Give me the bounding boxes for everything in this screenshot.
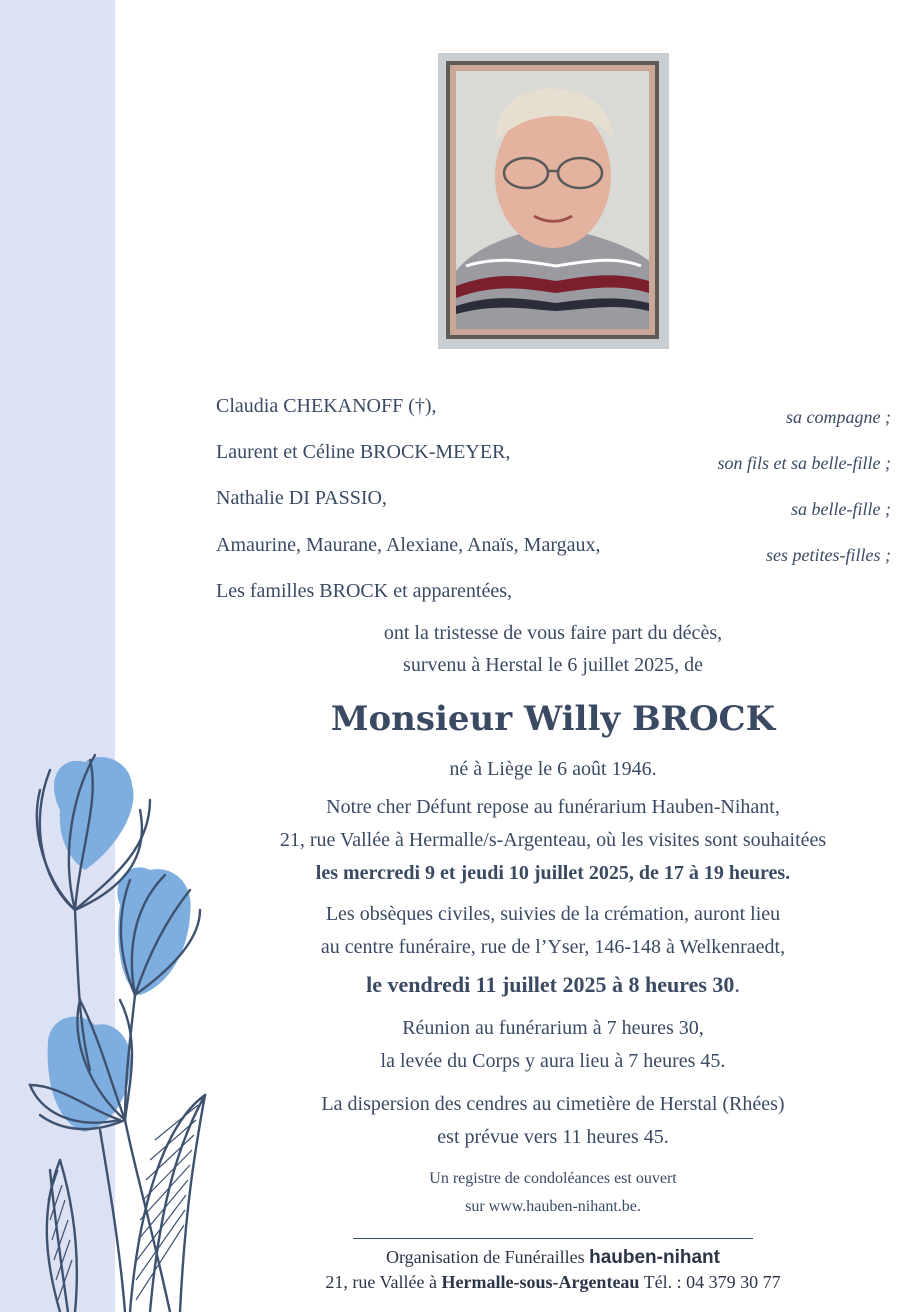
- register-line: Un registre de condoléances est ouvert: [429, 1170, 677, 1187]
- family-member-name: Les familles BROCK et apparentées,: [216, 580, 513, 602]
- family-relation: ses petites-filles ;: [766, 545, 891, 565]
- funeral-line: au centre funéraire, rue de l’Yser, 146-148 à Welkenraedt,: [320, 936, 786, 958]
- funeral-date-suffix: .: [734, 972, 740, 997]
- tulip-illustration-icon: [0, 740, 230, 1312]
- family-member-name: Amaurine, Maurane, Alexiane, Anaïs, Margaux,: [216, 534, 601, 556]
- dispersion-line: est prévue vers 11 heures 45.: [437, 1126, 669, 1148]
- brand-logo: hauben-nihant: [589, 1247, 720, 1268]
- family-member-name: Laurent et Céline BROCK-MEYER,: [216, 441, 511, 463]
- meeting-line: Réunion au funérarium à 7 heures 30,: [402, 1017, 704, 1039]
- family-member-name: Claudia CHEKANOFF (†),: [216, 395, 437, 417]
- register-link: sur www.hauben-nihant.be.: [465, 1198, 641, 1215]
- footer-address: [200, 1272, 906, 1293]
- family-relation: son fils et sa belle-fille ;: [717, 453, 891, 473]
- footer-organisation: [200, 1247, 906, 1269]
- funeral-date-row: [200, 972, 906, 998]
- birth-info: né à Liège le 6 août 1946.: [449, 758, 657, 780]
- deceased-name: Monsieur Willy BROCK: [330, 699, 776, 739]
- announcement-line: survenu à Herstal le 6 juillet 2025, de: [403, 654, 703, 676]
- org-prefix: Organisation de Funérailles: [385, 1247, 590, 1267]
- dispersion-line: La dispersion des cendres au cimetière de Herstal (Rhées): [321, 1093, 785, 1115]
- funeral-date: le vendredi 11 juillet 2025 à 8 heures 30: [366, 972, 735, 997]
- funeral-line: Les obsèques civiles, suivies de la crémation, auront lieu: [325, 903, 781, 925]
- address-prefix: 21, rue Vallée à: [325, 1272, 442, 1292]
- family-relation: sa compagne ;: [786, 407, 891, 427]
- portrait-photo-icon: [456, 71, 649, 329]
- visits-line: Notre cher Défunt repose au funérarium Hauben-Nihant,: [326, 796, 780, 818]
- family-member-name: Nathalie DI PASSIO,: [216, 487, 387, 509]
- family-relation: sa belle-fille ;: [791, 499, 891, 519]
- address-city: Hermalle-sous-Argenteau: [441, 1272, 640, 1292]
- phone: Tél. : 04 379 30 77: [639, 1272, 781, 1292]
- meeting-line: la levée du Corps y aura lieu à 7 heures 45.: [380, 1050, 726, 1072]
- visits-line: 21, rue Vallée à Hermalle/s-Argenteau, où les visites sont souhaitées: [279, 829, 827, 851]
- visits-dates: les mercredi 9 et jeudi 10 juillet 2025, de 17 à 19 heures.: [315, 862, 791, 884]
- announcement-line: ont la tristesse de vous faire part du décès,: [383, 622, 723, 644]
- footer-divider: [353, 1238, 753, 1239]
- portrait-frame: [438, 53, 669, 349]
